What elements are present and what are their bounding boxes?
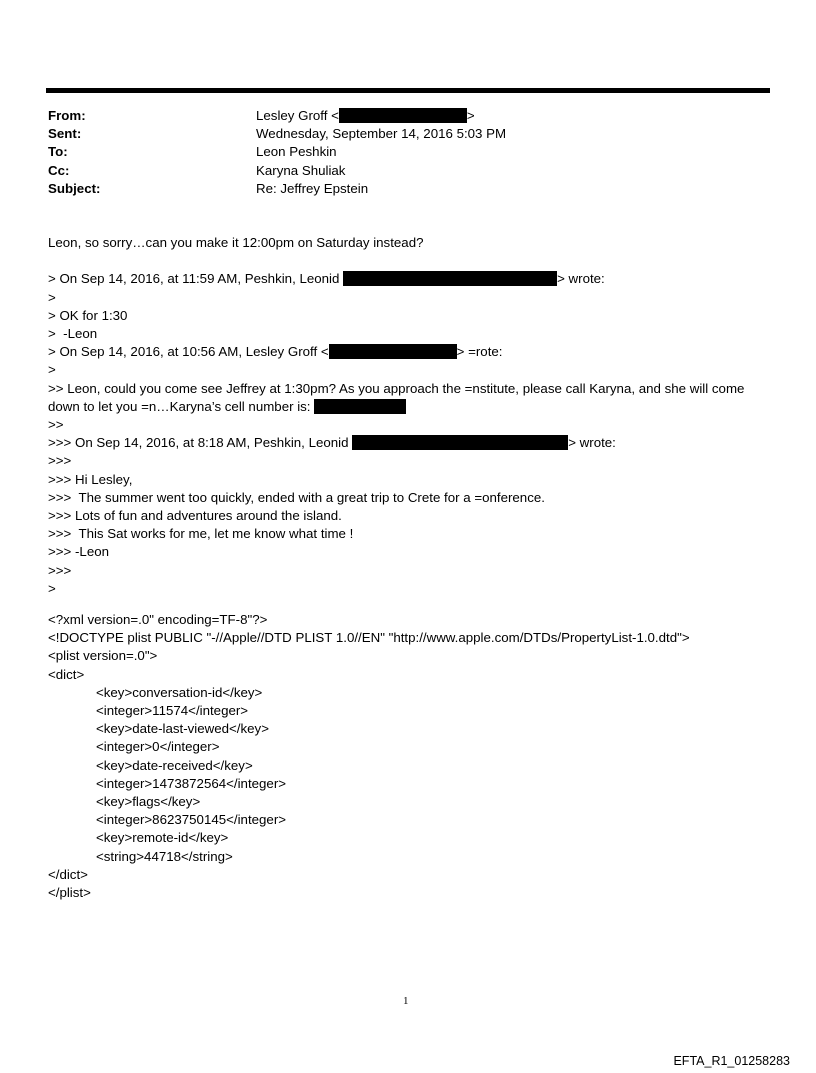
header-rule <box>46 88 770 93</box>
from-value <box>256 107 475 125</box>
quote-line: > OK for 1:30 <box>48 307 128 323</box>
quote-text: >> Leon, could you come see Jeffrey at 1:30pm? As you approach the =nstitute, please call Karyna, and she will come down to let you =n…Karyna’s cell number is: <box>48 380 745 414</box>
quote-line: >>> The summer went too quickly, ended with a great trip to Crete for a =onference. <box>48 489 545 505</box>
to-label: To: <box>48 144 68 160</box>
quote-text: > =rote: <box>456 344 503 360</box>
from-label: From: <box>48 108 86 123</box>
xml-line: <plist version=.0"> <box>48 648 158 664</box>
subject-value: Re: Jeffrey Epstein <box>256 180 369 196</box>
xml-line: <string>44718</string> <box>96 848 233 864</box>
email-header <box>48 107 506 198</box>
redaction-block <box>314 399 406 414</box>
cc-label: Cc: <box>48 162 70 178</box>
subject-row <box>48 180 506 198</box>
body-opening: Leon, so sorry…can you make it 12:00pm on Saturday instead? <box>48 235 424 250</box>
document-id: EFTA_R1_01258283 <box>673 1054 790 1068</box>
quote-text: > On Sep 14, 2016, at 11:59 AM, Peshkin, Leonid <box>48 271 344 287</box>
from-value-suffix: > <box>466 108 475 123</box>
quote-line: >>> -Leon <box>48 544 109 560</box>
quote-line: > <box>48 580 56 596</box>
from-row <box>48 107 506 125</box>
quote-text: > wrote: <box>557 271 605 287</box>
xml-line: </dict> <box>48 866 88 882</box>
xml-line: <dict> <box>48 666 85 682</box>
quote-text: > On Sep 14, 2016, at 10:56 AM, Lesley Groff < <box>48 344 329 360</box>
quote-line <box>48 380 770 416</box>
email-body <box>48 234 770 598</box>
subject-label: Subject: <box>48 180 101 196</box>
sent-value: Wednesday, September 14, 2016 5:03 PM <box>256 126 507 142</box>
xml-line: <key>flags</key> <box>96 794 201 810</box>
quote-line <box>48 343 770 361</box>
cc-value: Karyna Shuliak <box>256 162 346 178</box>
redaction-block <box>343 271 557 286</box>
to-row <box>48 143 506 161</box>
redaction-block <box>352 435 568 450</box>
redaction-block <box>329 344 457 359</box>
quote-text: >>> On Sep 14, 2016, at 8:18 AM, Peshkin, Leonid <box>48 435 353 451</box>
page-number: 1 <box>403 995 409 1007</box>
quote-line: >>> <box>48 453 72 469</box>
sent-row <box>48 125 506 143</box>
xml-line: <integer>1473872564</integer> <box>96 775 287 791</box>
xml-line: <!DOCTYPE plist PUBLIC "-//Apple//DTD PLIST 1.0//EN" "http://www.apple.com/DTDs/PropertyList-1.0.dtd"> <box>48 630 690 646</box>
quote-text: > wrote: <box>568 435 616 451</box>
to-value: Leon Peshkin <box>256 144 337 160</box>
xml-line: <key>date-received</key> <box>96 757 253 773</box>
xml-line: <key>remote-id</key> <box>96 830 229 846</box>
quote-line: >>> This Sat works for me, let me know what time ! <box>48 526 354 542</box>
xml-line: <?xml version=.0" encoding=TF-8"?> <box>48 612 268 627</box>
xml-line: <integer>0</integer> <box>96 739 220 755</box>
quote-line: >> <box>48 417 64 433</box>
xml-line: <key>date-last-viewed</key> <box>96 721 269 737</box>
quote-line: > <box>48 362 56 378</box>
quote-line: >>> <box>48 562 72 578</box>
xml-line: <integer>8623750145</integer> <box>96 812 287 828</box>
xml-line: <key>conversation-id</key> <box>96 684 263 700</box>
quote-line <box>48 434 770 452</box>
quote-line: >>> Hi Lesley, <box>48 471 133 487</box>
quote-line: >>> Lots of fun and adventures around the island. <box>48 508 342 524</box>
plist-xml-block <box>48 611 690 902</box>
xml-line: </plist> <box>48 885 91 901</box>
quote-line <box>48 270 770 288</box>
xml-line: <integer>11574</integer> <box>96 703 249 719</box>
sent-label: Sent: <box>48 126 82 142</box>
from-value-prefix: Lesley Groff < <box>256 108 339 123</box>
redaction-block <box>339 108 467 123</box>
quote-line: > -Leon <box>48 326 98 341</box>
cc-row <box>48 162 506 180</box>
quote-line: > <box>48 289 56 305</box>
